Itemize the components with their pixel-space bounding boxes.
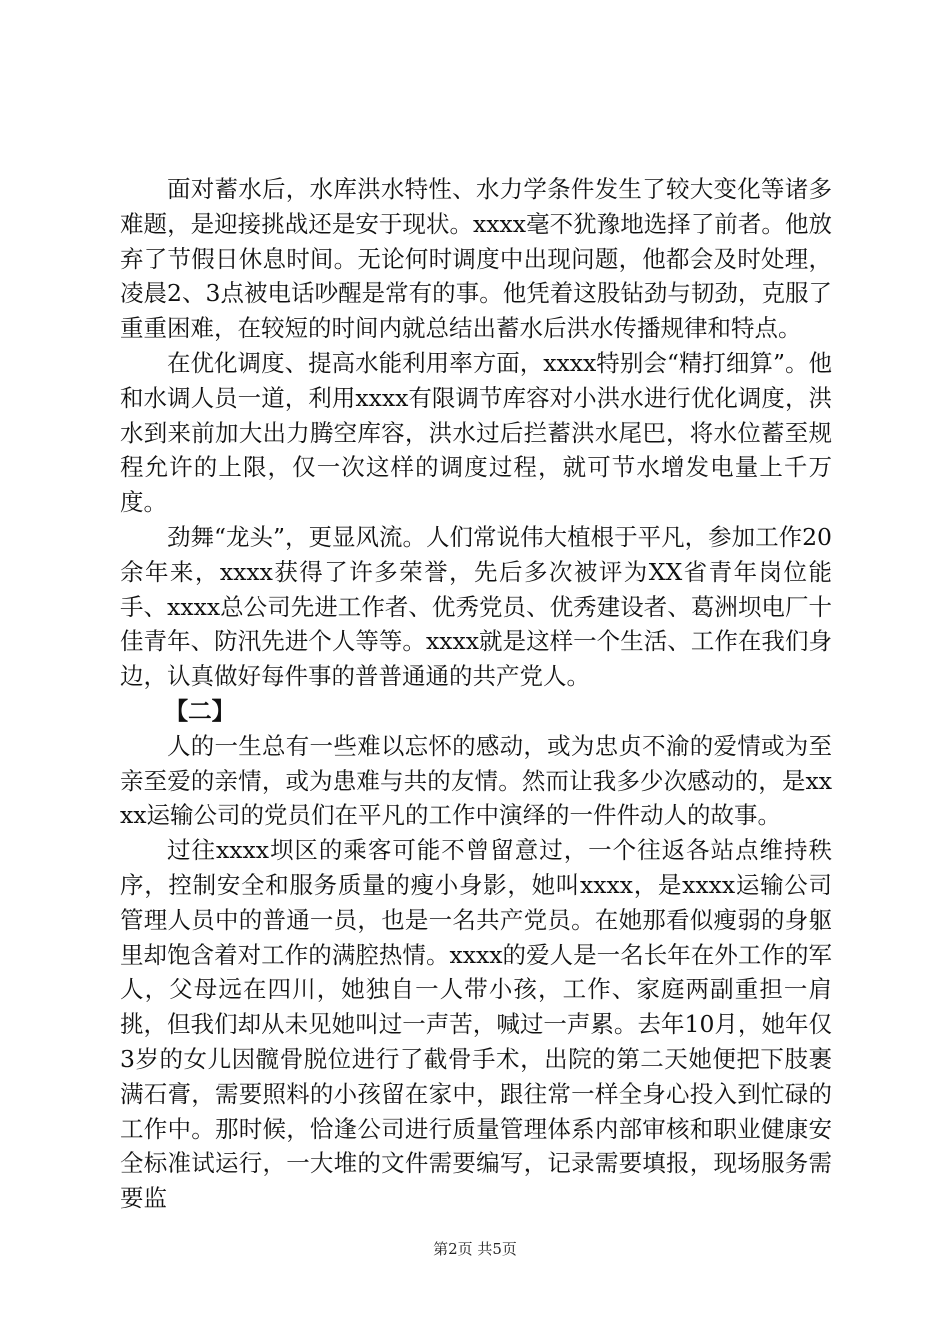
paragraph: 过往xxxx坝区的乘客可能不曾留意过，一个往返各站点维持秩序，控制安全和服务质量的瘦小身影，她叫xxxx，是xxxx运输公司管理人员中的普通一员，也是一名共产党员。在她那看似瘦弱的身躯里却饱含着对工作的满腔热情。xxxx的爱人是一名长年在外工作的军人，父母远在四川，她独自一人带小孩，工作、家庭两副重担一肩挑，但我们却从未见她叫过一声苦，喊过一声累。去年10月，她年仅3岁的女儿因髋骨脱位进行了截骨手术，出院的第二天她便把下肢裹满石膏，需要照料的小孩留在家中，跟往常一样全身心投入到忙碌的工作中。那时候，恰逢公司进行质量管理体系内部审核和职业健康安全标准试运行，一大堆的文件需要编写，记录需要填报，现场服务需要监	[120, 836, 832, 1213]
paragraph: 面对蓄水后，水库洪水特性、水力学条件发生了较大变化等诸多难题，是迎接挑战还是安于现状。xxxx毫不犹豫地选择了前者。他放弃了节假日休息时间。无论何时调度中出现问题，他都会及时处理，凌晨2、3点被电话吵醒是常有的事。他凭着这股钻劲与韧劲，克服了重重困难，在较短的时间内就总结出蓄水后洪水传播规律和特点。	[120, 175, 832, 343]
paragraph: 劲舞“龙头”，更显风流。人们常说伟大植根于平凡，参加工作20余年来，xxxx获得了许多荣誉，先后多次被评为XX省青年岗位能手、xxxx总公司先进工作者、优秀党员、优秀建设者、葛洲坝电厂十佳青年、防汛先进个人等等。xxxx就是这样一个生活、工作在我们身边，认真做好每件事的普普通通的共产党人。	[120, 522, 832, 691]
paragraph: 人的一生总有一些难以忘怀的感动，或为忠贞不渝的爱情或为至亲至爱的亲情，或为患难与共的友情。然而让我多少次感动的，是xxxx运输公司的党员们在平凡的工作中演绎的一件件动人的故事。	[120, 731, 832, 830]
paragraph: 在优化调度、提高水能利用率方面，xxxx特别会“精打细算”。他和水调人员一道，利用xxxx有限调节库容对小洪水进行优化调度，洪水到来前加大出力腾空库容，洪水过后拦蓄洪水尾巴，将水位蓄至规程允许的上限，仅一次这样的调度过程，就可节水增发电量上千万度。	[120, 348, 832, 517]
section-heading: 【二】	[164, 696, 236, 725]
document-body	[120, 172, 832, 1216]
page-number-footer: 第2页 共5页	[433, 1240, 517, 1258]
